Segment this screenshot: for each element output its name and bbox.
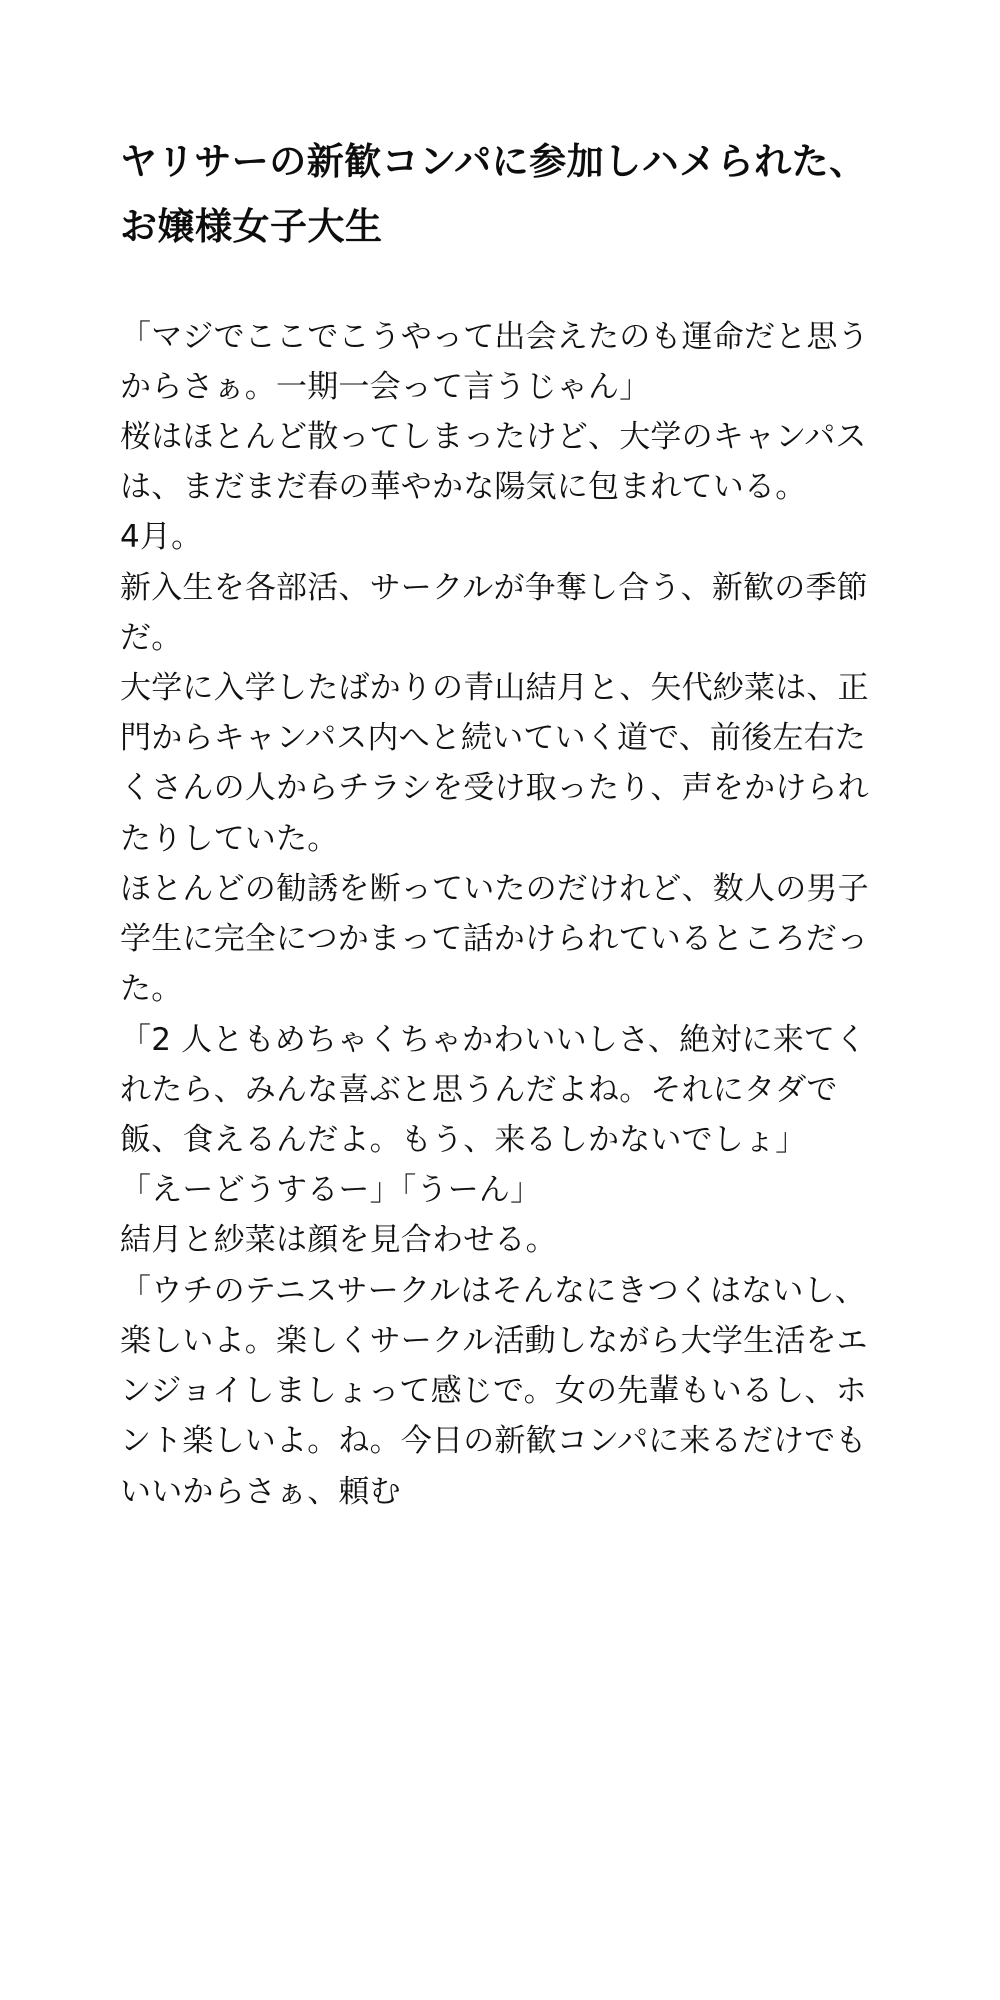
document-body — [120, 312, 880, 1517]
body-paragraph: 「マジでここでこうやって出会えたのも運命だと思うからさぁ。一期一会って言うじゃん」 — [120, 318, 869, 405]
page-title: ヤリサーの新歓コンパに参加しハメられた、お嬢様女子大生 — [120, 140, 867, 248]
body-paragraph: 新入生を各部活、サークルが争奪し合う、新歓の季節だ。 — [120, 569, 868, 656]
body-paragraph: 大学に入学したばかりの青山結月と、矢代紗菜は、正門からキャンパス内へと続いていく道で、前後左右たくさんの人からチラシを受け取ったり、声をかけられたりしていた。 — [120, 670, 869, 857]
body-paragraph: 「ウチのテニスサークルはそんなにきつくはないし、楽しいよ。楽しくサークル活動しながら大学生活をエンジョイしましょって感じで。女の先輩もいるし、ホント楽しいよ。ね。今日の新歓コンパに来るだけでもいいからさぁ、頼む — [120, 1272, 868, 1510]
body-paragraph: 4月。 — [120, 519, 203, 556]
body-paragraph: 「えーどうするー」「うーん」 — [120, 1172, 542, 1209]
body-paragraph: ほとんどの勧誘を断っていたのだけれど、数人の男子学生に完全につかまって話かけられているところだった。 — [120, 870, 869, 1008]
body-paragraph: 結月と紗菜は顔を見合わせる。 — [120, 1222, 557, 1259]
body-paragraph: 桜はほとんど散ってしまったけど、大学のキャンパスは、まだまだ春の華やかな陽気に包まれている。 — [120, 418, 867, 506]
body-paragraph: 「2 人ともめちゃくちゃかわいいしさ、絶対に来てくれたら、みんな喜ぶと思うんだよね。それにタダで飯、食えるんだよ。もう、来るしかないでしょ」 — [120, 1021, 867, 1158]
